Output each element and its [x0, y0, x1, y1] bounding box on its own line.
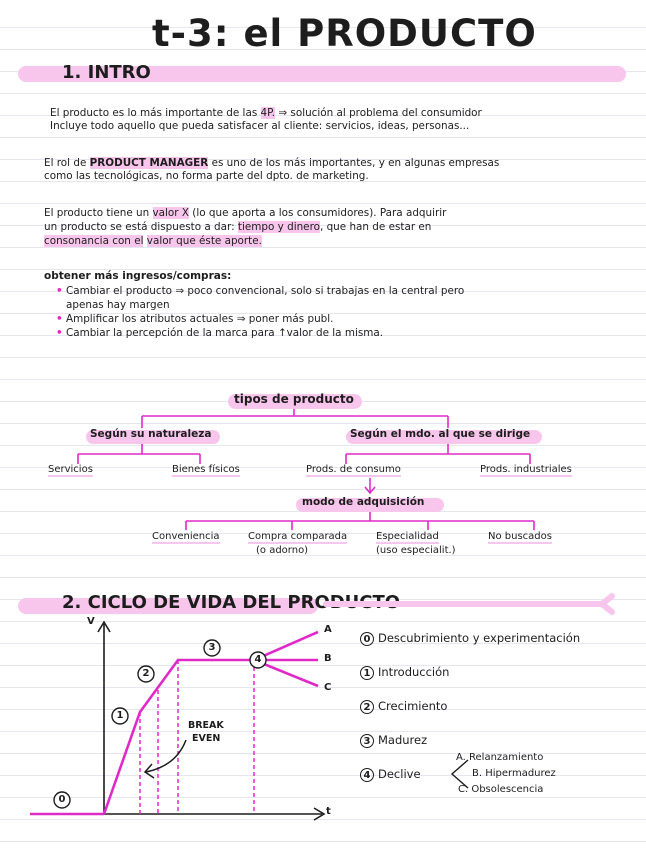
- stage-mark-2: 2: [142, 668, 150, 679]
- decline-b: B. Hipermadurez: [472, 768, 556, 779]
- end-label-c: C: [324, 682, 332, 693]
- paragraph-2-line-2: como las tecnológicas, no forma parte del dpto. de marketing.: [44, 170, 369, 182]
- modo-title: modo de adquisición: [302, 496, 425, 508]
- decline-a: A. Relanzamiento: [456, 752, 544, 763]
- stage-3: 3 Madurez: [360, 733, 427, 748]
- income-bullet-3: • Cambiar la percepción de la marca para ↑valor de la misma.: [56, 327, 384, 339]
- branch-left: Según su naturaleza: [90, 428, 212, 440]
- stage-1: 1 Introducción: [360, 665, 449, 680]
- stage-4: 4 Declive: [360, 767, 421, 782]
- paragraph-3-line-3: consonancia con el valor que éste aporte.: [44, 235, 262, 247]
- section-heading-intro: 1. INTRO: [62, 62, 151, 83]
- paragraph-1-line-2: Incluye todo aquello que pueda satisfacer al cliente: servicios, ideas, personas...: [50, 120, 470, 132]
- paragraph-3-line-2: un producto se está dispuesto a dar: tiempo y dinero, que han de estar en: [44, 221, 432, 233]
- item-prods-consumo: Prods. de consumo: [306, 464, 401, 475]
- decline-c: C. Obsolescencia: [458, 784, 544, 795]
- section-heading-ciclo: 2. CICLO DE VIDA DEL PRODUCTO: [62, 592, 401, 613]
- income-bullet-2: • Amplificar los atributos actuales ⇒ poner más publ.: [56, 313, 334, 325]
- stage-mark-1: 1: [116, 710, 124, 721]
- modo-especialidad-sub: (uso especialit.): [376, 545, 456, 556]
- income-heading: obtener más ingresos/compras:: [44, 270, 232, 282]
- income-bullet-1: • Cambiar el producto ⇒ poco convencional, solo si trabajas en la central pero: [56, 285, 465, 297]
- modo-conveniencia: Conveniencia: [152, 531, 220, 542]
- income-bullet-1-cont: apenas hay margen: [66, 299, 170, 311]
- paragraph-3-line-1: El producto tiene un valor X (lo que aporta a los consumidores). Para adquirir: [44, 207, 447, 219]
- item-bienes-fisicos: Bienes físicos: [172, 464, 240, 475]
- page-title: t-3: el PRODUCTO: [152, 12, 537, 55]
- item-servicios: Servicios: [48, 464, 93, 475]
- end-label-b: B: [324, 653, 332, 664]
- axis-x-label: t: [326, 806, 331, 817]
- item-prods-industriales: Prods. industriales: [480, 464, 572, 475]
- stage-mark-4: 4: [254, 654, 262, 665]
- modo-compra-comparada-sub: (o adorno): [256, 545, 309, 556]
- modo-no-buscados: No buscados: [488, 531, 552, 542]
- paragraph-2-line-1: El rol de PRODUCT MANAGER es uno de los más importantes, y en algunas empresas: [44, 157, 500, 169]
- axis-y-label: V: [87, 616, 95, 627]
- end-label-a: A: [324, 624, 332, 635]
- tipos-title: tipos de producto: [234, 392, 354, 406]
- paragraph-1-line-1: El producto es lo más importante de las 4P. ⇒ solución al problema del consumidor: [50, 107, 482, 119]
- break-even-1: BREAK: [188, 720, 224, 731]
- branch-right: Según el mdo. al que se dirige: [350, 428, 531, 440]
- modo-especialidad: Especialidad: [376, 531, 439, 542]
- stage-mark-3: 3: [208, 642, 216, 653]
- stage-mark-0: 0: [58, 794, 66, 805]
- break-even-2: EVEN: [192, 733, 221, 744]
- stage-2: 2 Crecimiento: [360, 699, 447, 714]
- modo-compra-comparada: Compra comparada: [248, 531, 348, 542]
- stage-0: 0 Descubrimiento y experimentación: [360, 631, 580, 646]
